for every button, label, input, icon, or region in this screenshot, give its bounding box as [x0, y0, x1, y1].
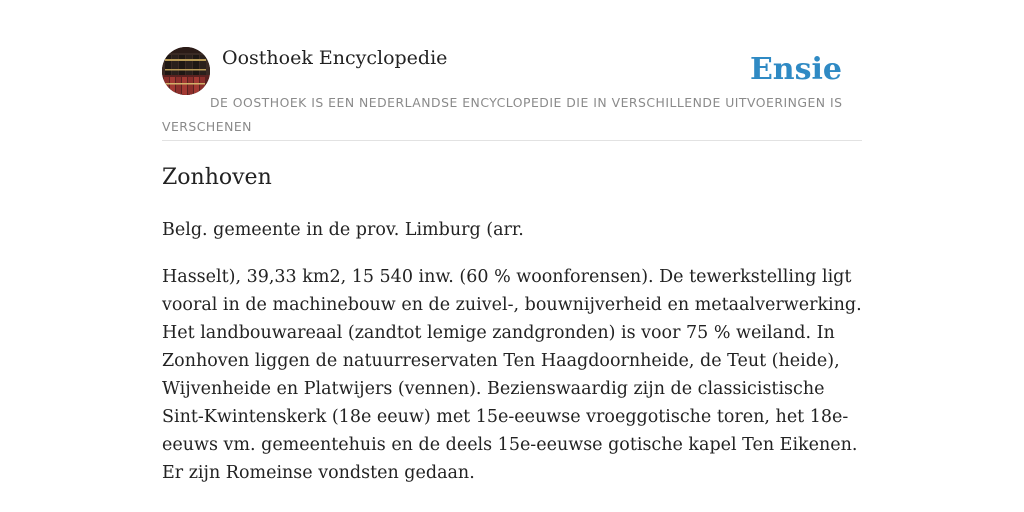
source-header — [162, 46, 862, 141]
ensie-logo-link[interactable]: Ensie — [749, 52, 842, 87]
article-title: Zonhoven — [162, 165, 272, 190]
article-paragraph: Belg. gemeente in de prov. Limburg (arr. — [162, 220, 524, 240]
source-title[interactable]: Oosthoek Encyclopedie — [222, 47, 448, 69]
article-paragraph: Hasselt), 39,33 km2, 15 540 inw. (60 % woonforensen). De tewerkstelling ligt vooral in de machinebouw en de zuivel-, bouwnijverheid en metaalverwerking. Het landbouwareaal (zandtot lemige zandgronden) is voor 75 % weiland. In Zonhoven liggen de natuurreservaten Ten Haagdoornheide, de Teut (heide), Wijvenheide en Platwijers (vennen). Bezienswaardig zijn de classicistische Sint-Kwintenskerk (18e eeuw) met 15e-eeuwse vroeggotische toren, het 18e-eeuws vm. gemeentehuis en de deels 15e-eeuwse gotische kapel Ten Eikenen. Er zijn Romeinse vondsten gedaan. — [162, 267, 862, 483]
source-description: DE OOSTHOEK IS EEN NEDERLANDSE ENCYCLOPEDIE DIE IN VERSCHILLENDE UITVOERINGEN IS VERSCHENEN — [162, 95, 843, 134]
encyclopedia-books-icon[interactable] — [162, 47, 210, 95]
